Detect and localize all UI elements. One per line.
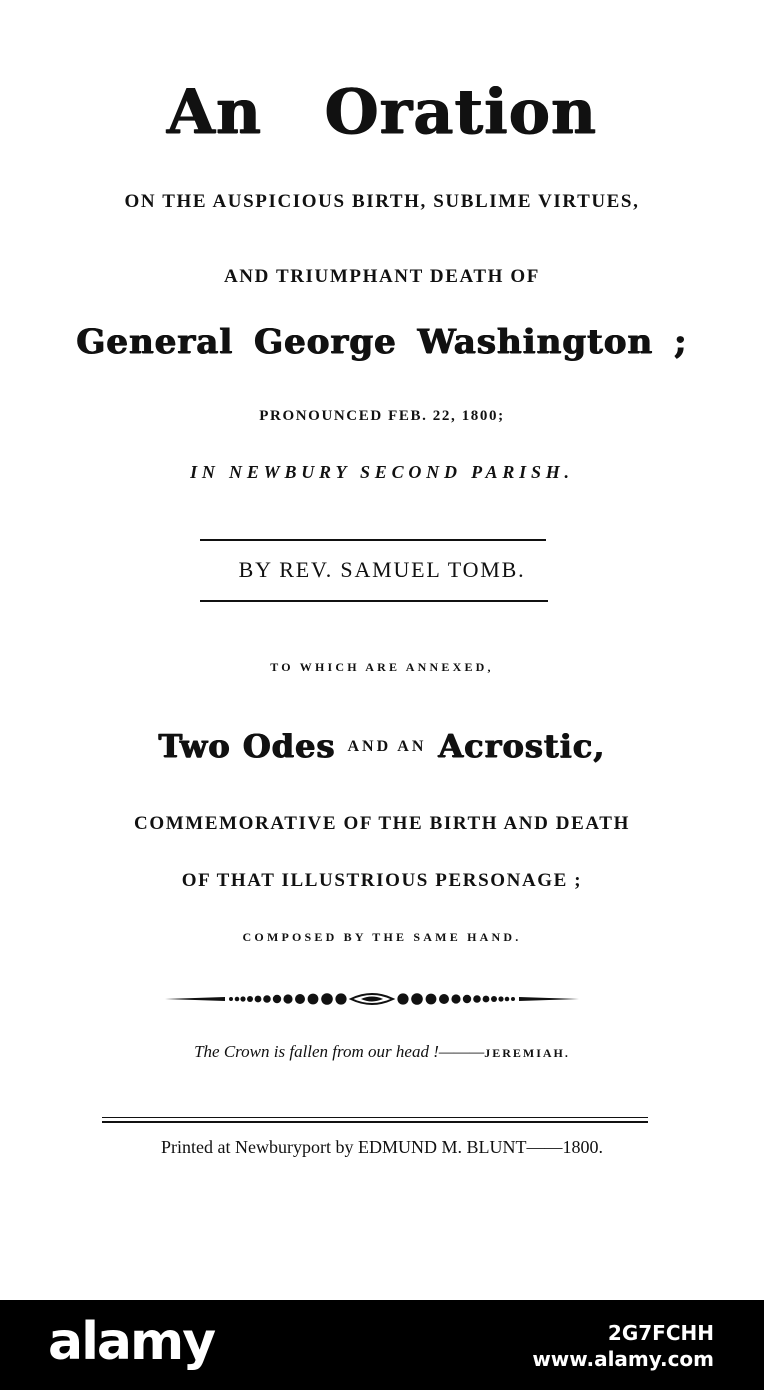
alamy-logo: alamy <box>48 1312 215 1372</box>
subtitle-line-2: AND TRIUMPHANT DEATH OF <box>223 266 540 287</box>
subject-name: General George Washington ; <box>76 322 688 362</box>
double-rule-bottom <box>102 1121 648 1123</box>
annexed-line: TO WHICH ARE ANNEXED, <box>270 660 494 674</box>
subtitle-line-1: ON THE AUSPICIOUS BIRTH, SUBLIME VIRTUES, <box>124 191 640 212</box>
printer-imprint: Printed at Newburyport by EDMUND M. BLUNT——1800. <box>161 1137 603 1157</box>
pronounced-date: PRONOUNCED FEB. 22, 1800; <box>259 408 505 424</box>
rule-below-author <box>200 600 548 602</box>
odes-text: Two Odes <box>158 727 336 765</box>
and-an-text: AND AN <box>347 738 427 755</box>
composed-line: COMPOSED BY THE SAME HAND. <box>242 930 522 944</box>
parish-location: IN NEWBURY SECOND PARISH. <box>190 462 574 482</box>
site-url: www.alamy.com <box>532 1347 714 1371</box>
personage-line: OF THAT ILLUSTRIOUS PERSONAGE ; <box>181 870 583 891</box>
image-id: 2G7FCHH <box>607 1321 714 1345</box>
odes-line <box>0 722 764 771</box>
rule-above-author <box>200 539 546 541</box>
author-line: BY REV. SAMUEL TOMB. <box>238 557 526 582</box>
oration-title: An Oration <box>166 75 598 148</box>
quote-text: The Crown is fallen from our head !——— <box>194 1042 485 1061</box>
commemorative-line: COMMEMORATIVE OF THE BIRTH AND DEATH <box>134 813 630 834</box>
stock-watermark-bar <box>0 1300 764 1390</box>
image-id-block <box>532 1320 714 1372</box>
decorative-ornament-rule <box>165 988 579 1010</box>
double-rule-top <box>102 1117 648 1118</box>
scripture-quote <box>0 1042 764 1062</box>
acrostic-text: Acrostic, <box>438 727 606 765</box>
quote-source: JEREMIAH. <box>484 1046 570 1060</box>
